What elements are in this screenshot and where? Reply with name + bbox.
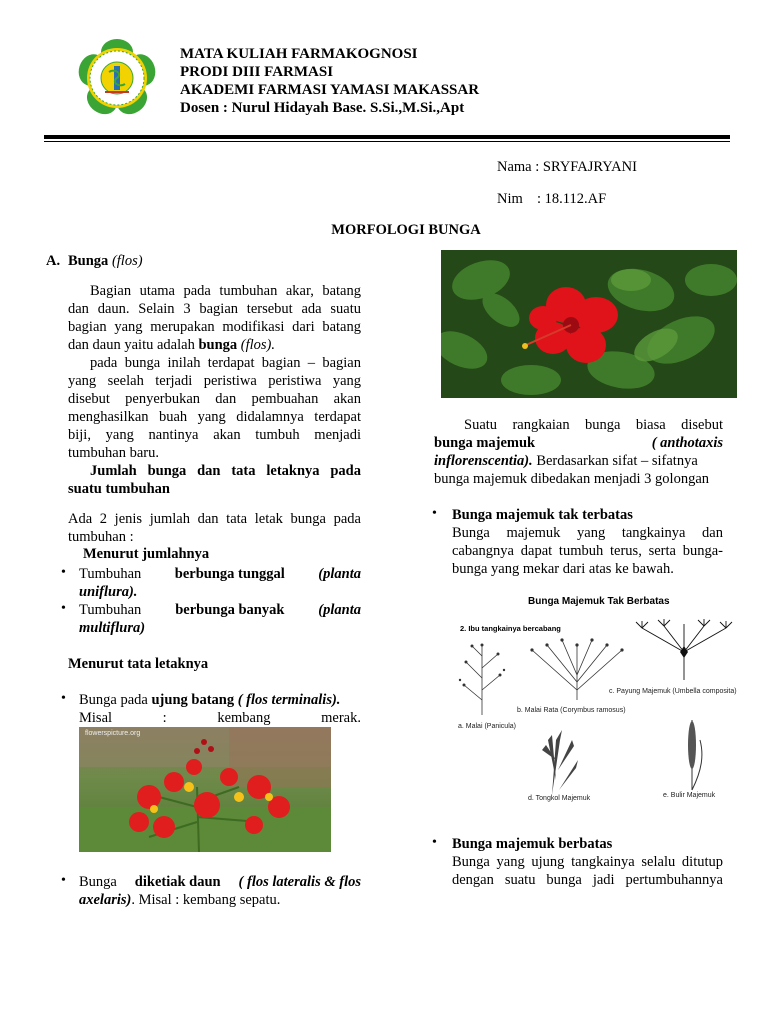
subheading-line: suatu tumbuhan (68, 481, 170, 497)
bullet-dot: • (432, 506, 437, 521)
paragraph-line: biji, yang nantinya akan tumbuh menjadi (68, 427, 361, 443)
subheading-line: Jumlah bunga dan tata letaknya pada (90, 463, 361, 479)
paragraph-line: dan daun yaitu adalah bunga (flos). (68, 337, 276, 353)
bullet-single-flower: Tumbuhan berbunga tunggal (planta uniflura). (79, 566, 361, 600)
paragraph-line: Suatu rangkaian bunga biasa disebut (464, 417, 723, 433)
label-compound-spadix: d. Tongkol Majemuk (528, 795, 591, 802)
hibiscus-photo (441, 250, 737, 398)
student-nim-label: Nim (497, 191, 523, 207)
section-heading: Bunga (flos) (68, 253, 143, 269)
paragraph-line: disebut penyerbukan dan pembuahan akan (68, 391, 361, 407)
header-lecturer: Dosen : Nurul Hidayah Base. S.Si.,M.Si.,Apt (180, 100, 465, 116)
bullet-many-flowers: Tumbuhan berbunga banyak (planta multiflura) (79, 602, 361, 636)
bullet-dot: • (61, 873, 66, 888)
diagram-title: Bunga Majemuk Tak Berbatas (528, 596, 670, 607)
paragraph-line: bunga yang mekar dari atas ke bawah. (452, 561, 674, 577)
paragraph-line: cabangnya dapat tumbuh terus, serta bunga- (452, 543, 723, 559)
inflorescence-diagram (452, 590, 742, 815)
paragraph-line: Bagian utama pada tumbuhan akar, batang (90, 283, 361, 299)
bullet-dot: • (61, 691, 66, 706)
peacock-flower-photo (79, 727, 331, 852)
paragraph-line: pada bunga inilah terdapat bagian – bagian (90, 355, 361, 371)
header-divider-thick (44, 135, 730, 139)
paragraph-line: yang seelah terjadi peristiwa peristiwa yang (68, 373, 361, 389)
paragraph-line: Bunga majemuk yang tangkainya dan (452, 525, 723, 541)
paragraph-line: inflorenscentia). Berdasarkan sifat – sifatnya (434, 453, 698, 469)
header-program: PRODI DIII FARMASI (180, 64, 334, 80)
paragraph-line: tumbuhan baru. (68, 445, 160, 461)
page-title: MORFOLOGI BUNGA (331, 222, 481, 238)
section-letter: A. (46, 253, 61, 269)
diagram-subtitle: 2. Ibu tangkainya bercabang (460, 624, 561, 633)
bullet-dot: • (61, 565, 66, 580)
paragraph-line: bunga majemuk ( anthotaxis (434, 435, 723, 451)
definite-inflorescence-title: Bunga majemuk berbatas (452, 836, 613, 852)
paragraph-line: bunga majemuk dibedakan menjadi 3 golongan (434, 471, 710, 487)
paragraph-line: dan daun. Selain 3 bagian tersebut ada suatu (68, 301, 361, 317)
label-compound-umbel: c. Payung Majemuk (Umbella composita) (609, 688, 737, 695)
header-course: MATA KULIAH FARMAKOGNOSI (180, 46, 418, 62)
student-nim-value: : 18.112.AF (537, 191, 607, 207)
subheading-by-count: Menurut jumlahnya (83, 546, 210, 562)
label-corymb: b. Malai Rata (Corymbus ramosus) (517, 707, 626, 714)
bullet-terminal-flower: Bunga pada ujung batang ( flos terminalis). Misal : kembang merak. (79, 692, 361, 726)
subheading-by-position: Menurut tata letaknya (68, 656, 209, 672)
label-compound-spike: e. Bulir Majemuk (663, 792, 716, 799)
header-divider-thin (44, 141, 730, 142)
bullet-dot: • (432, 835, 437, 850)
institution-logo (74, 38, 160, 118)
indefinite-inflorescence-title: Bunga majemuk tak terbatas (452, 507, 633, 523)
paragraph-line: bagian yang merupakan modifikasi dari batang (68, 319, 361, 335)
panicle-drawing (464, 645, 500, 715)
paragraph-line: Ada 2 jenis jumlah dan tata letak bunga pada (68, 511, 361, 527)
bullet-dot: • (61, 601, 66, 616)
header-academy: AKADEMI FARMASI YAMASI MAKASSAR (180, 82, 480, 98)
paragraph-line: menghasilkan buah yang didalamnya terdapat (68, 409, 361, 425)
photo-watermark: flowerspicture.org (85, 730, 141, 737)
paragraph-line: tumbuhan : (68, 529, 134, 545)
student-name: Nama : SRYFAJRYANI (497, 159, 637, 175)
bullet-axillary-flower: Bunga diketiak daun ( flos lateralis & flos axelaris). Misal : kembang sepatu. (79, 874, 361, 908)
paragraph-line: dengan suatu bunga jadi pertumbuhannya (452, 872, 723, 888)
label-panicle: a. Malai (Panicula) (458, 723, 516, 730)
paragraph-line: Bunga yang ujung tangkainya selalu ditutup (452, 854, 723, 870)
